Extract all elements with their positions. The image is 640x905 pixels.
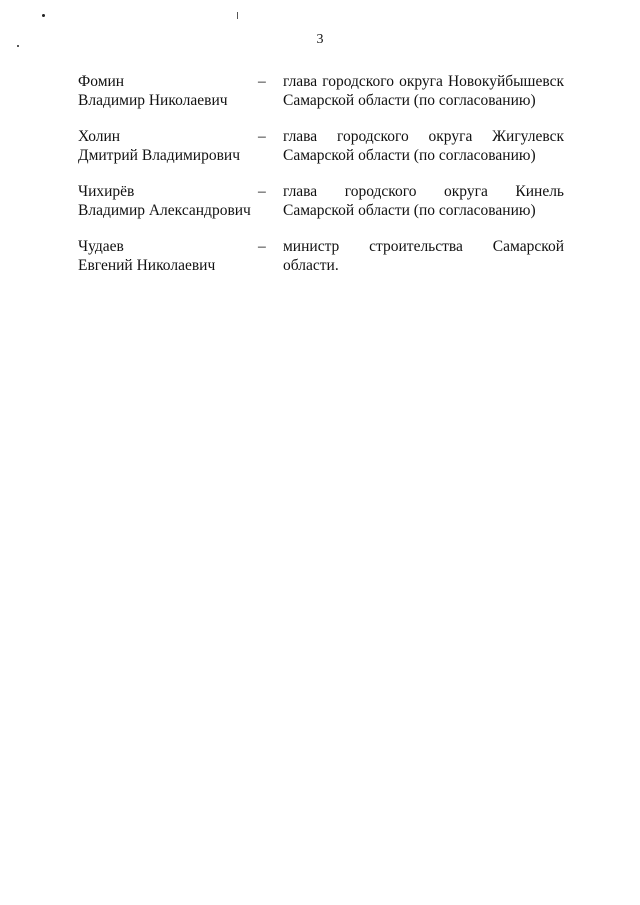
member-name: [78, 72, 256, 110]
member-given-names: Владимир Александрович: [78, 202, 251, 219]
member-role: глава городского округа Жигулевск Самарской области (по согласованию): [283, 128, 564, 164]
separator-dash: –: [258, 128, 266, 145]
member-entry: [78, 72, 564, 110]
separator-dash: –: [258, 183, 266, 200]
member-entry: [78, 182, 564, 220]
page-number: 3: [316, 32, 324, 47]
member-list: [78, 72, 564, 292]
member-given-names: Евгений Николаевич: [78, 257, 216, 274]
member-surname: Холин: [78, 128, 121, 145]
separator-dash: –: [258, 238, 266, 255]
separator-dash: –: [258, 73, 266, 90]
member-entry: [78, 237, 564, 275]
member-role: глава городского округа Новокуйбышевск Самарской области (по согласованию): [283, 73, 564, 109]
member-role: министр строительства Самарской области.: [283, 238, 564, 274]
member-given-names: Дмитрий Владимирович: [78, 147, 241, 164]
member-entry: [78, 127, 564, 165]
member-role: глава городского округа Кинель Самарской области (по согласованию): [283, 183, 564, 219]
member-surname: Чудаев: [78, 238, 124, 255]
scan-speck: [42, 14, 45, 17]
member-name: [78, 127, 256, 165]
scan-speck: [237, 12, 238, 19]
member-name: [78, 237, 256, 275]
member-given-names: Владимир Николаевич: [78, 92, 228, 109]
member-surname: Чихирёв: [78, 183, 135, 200]
member-name: [78, 182, 256, 220]
member-surname: Фомин: [78, 73, 125, 90]
